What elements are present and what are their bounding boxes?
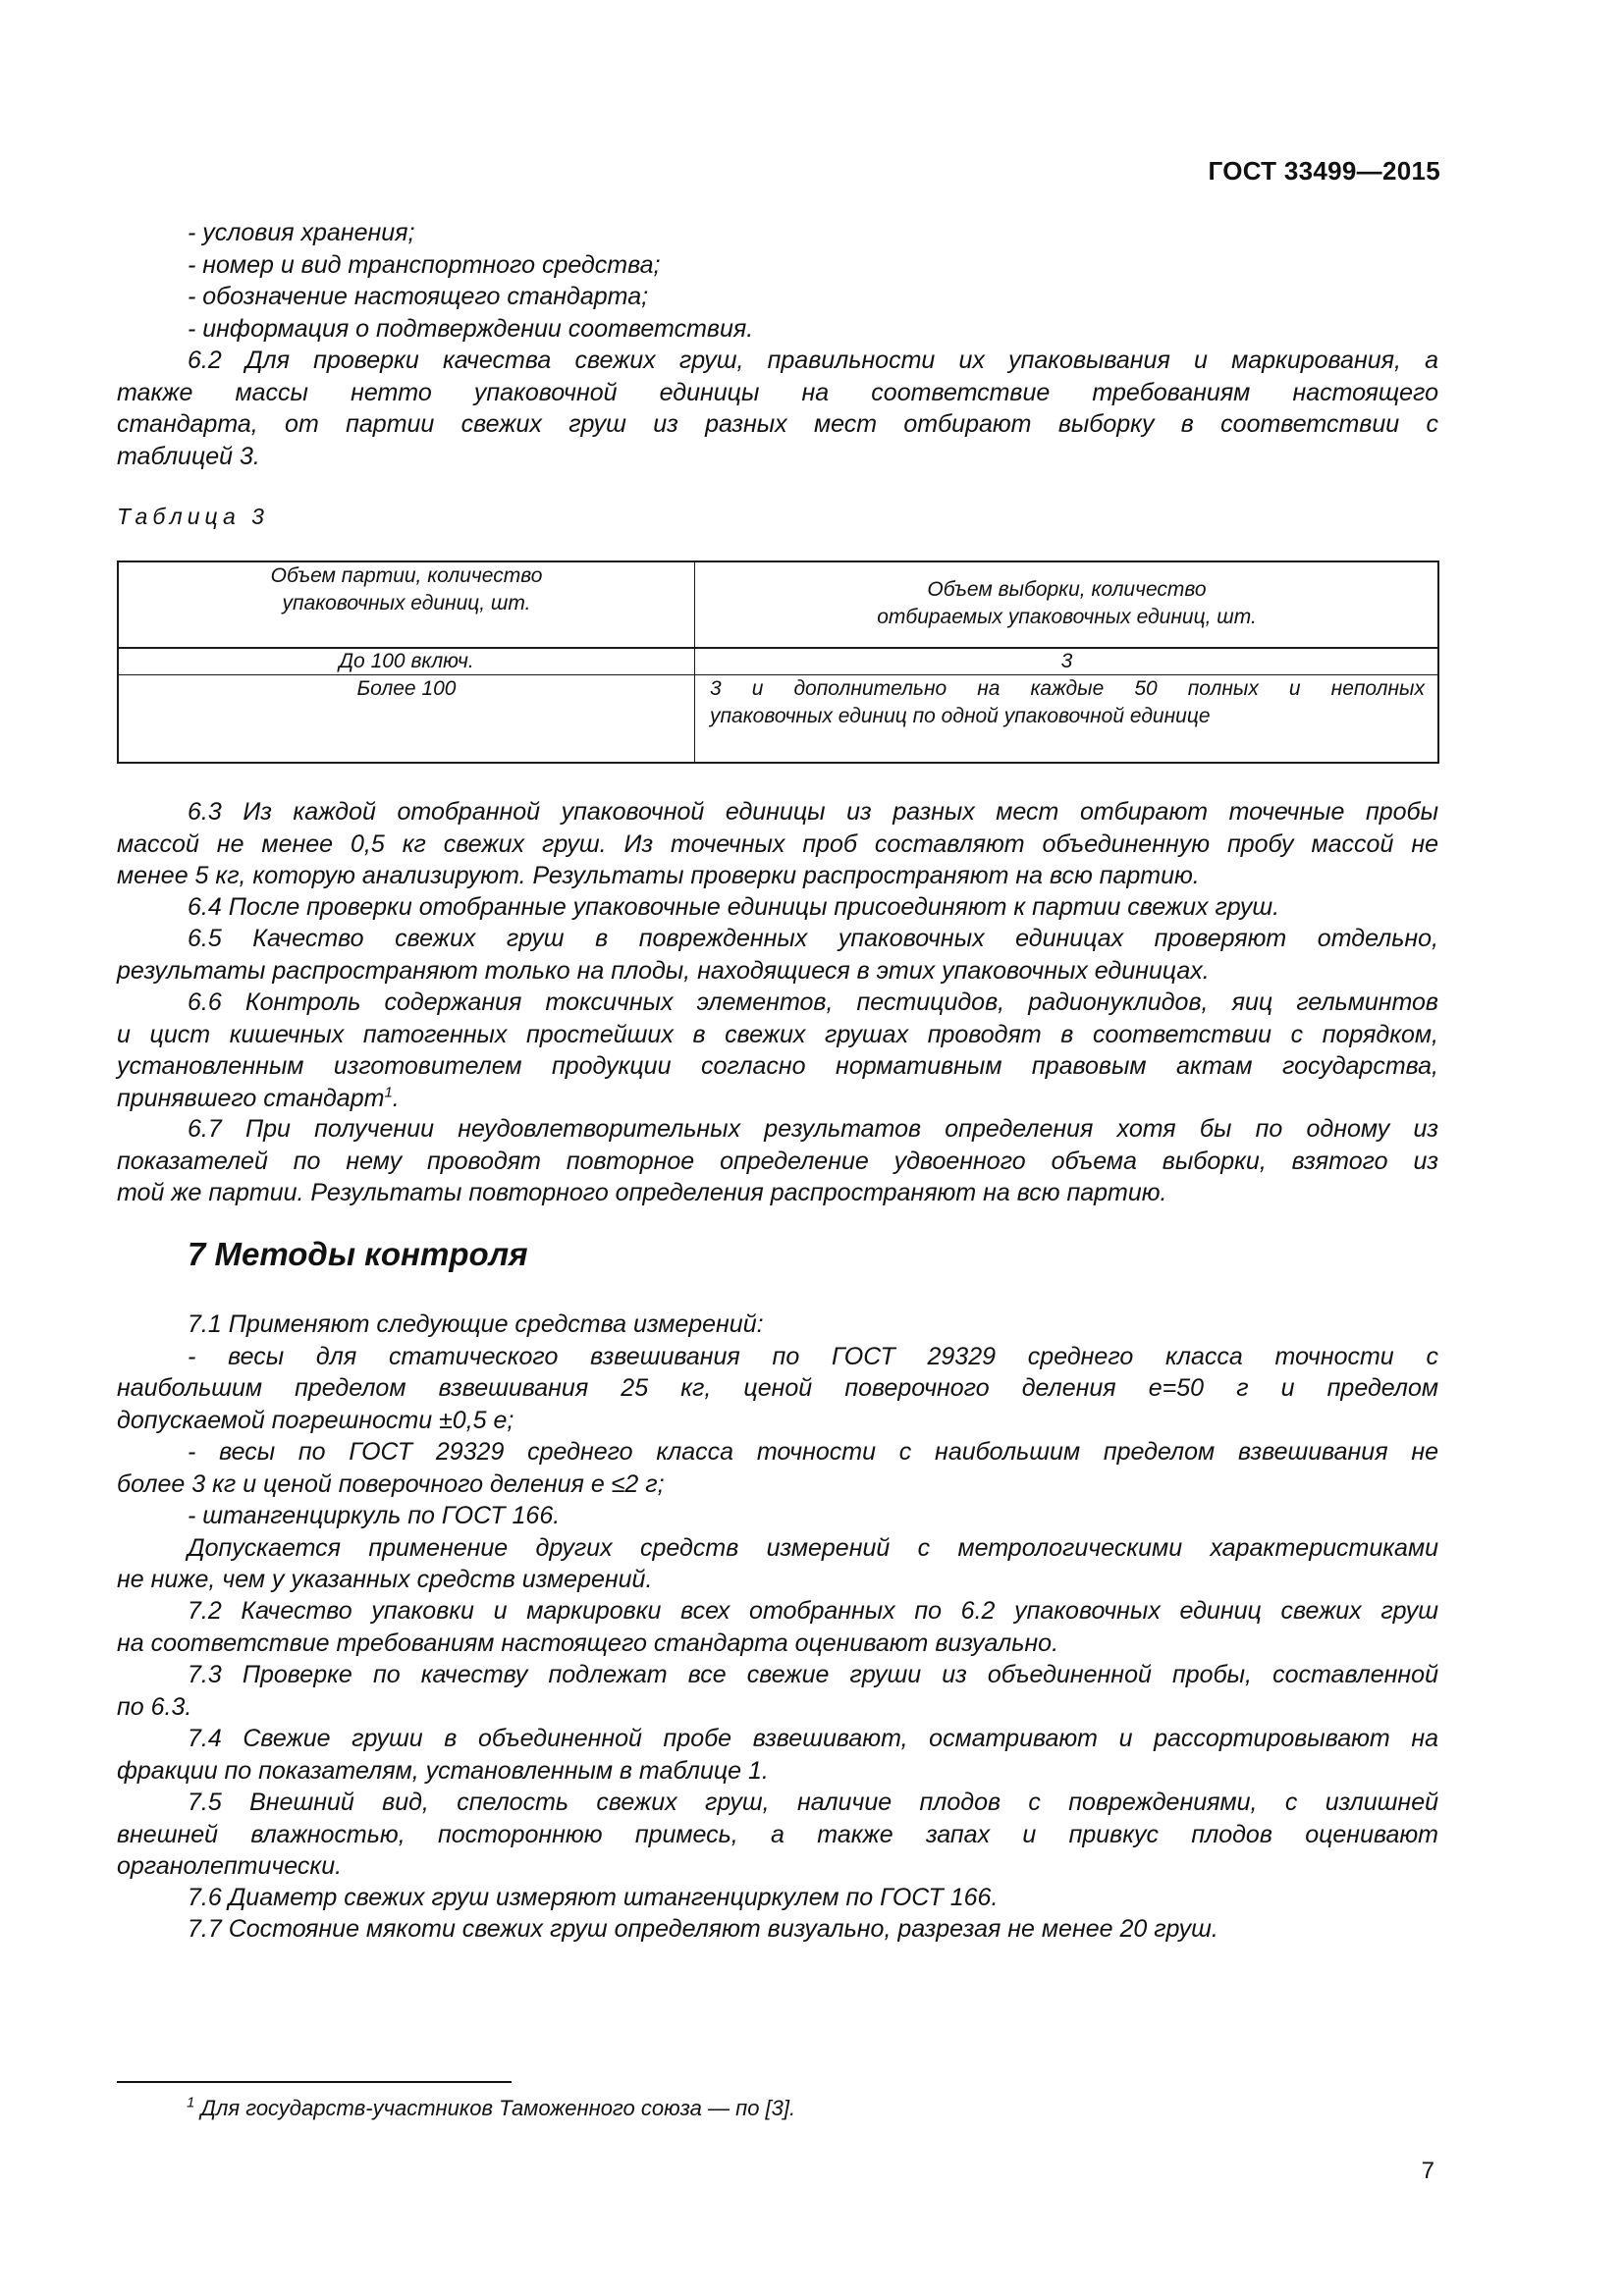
document-code-header: ГОСТ 33499—2015: [1208, 156, 1440, 186]
header-line: отбираемых упаковочных единиц, шт.: [877, 606, 1257, 628]
paragraph-7-2: [117, 1595, 1438, 1659]
sampling-table: [117, 561, 1439, 764]
text-line: 7.5 Внешний вид, спелость свежих груш, наличие плодов с повреждениями, с излишней: [188, 1789, 1438, 1816]
text-line: установленным изготовителем продукции согласно нормативным правовым актам государства,: [117, 1052, 1438, 1080]
text-line: 7.3 Проверке по качеству подлежат все свежие груши из объединенной пробы, составленной: [188, 1661, 1438, 1688]
text-line: Допускается применение других средств измерений с метрологическими характеристиками: [188, 1533, 1438, 1562]
text-line: 6.2 Для проверки качества свежих груш, правильности их упаковывания и маркирования, а: [188, 347, 1438, 374]
paragraph-6-2: [117, 345, 1438, 472]
text-line: показателей по нему проводят повторное определение удвоенного объема выборки, взятого из: [117, 1147, 1438, 1175]
text-line: 6.7 При получении неудовлетворительных результатов определения хотя бы по одному из: [188, 1115, 1438, 1143]
footnote-reference: 1: [384, 1084, 393, 1101]
table-cell-party: До 100 включ.: [339, 650, 474, 672]
paragraph-6-4: [117, 891, 1438, 924]
text-line: 6.3 Из каждой отобранной упаковочной единицы из разных мест отбирают точечные пробы: [188, 798, 1438, 826]
footnote: [187, 2095, 795, 2122]
text-line: более 3 кг и ценой поверочного деления е ≤2 г;: [117, 1469, 665, 1498]
text-line: - весы для статического взвешивания по ГОСТ 29329 среднего класса точности с: [188, 1342, 1438, 1370]
text-line: стандарта, от партии свежих груш из разных мест отбирают выборку в соответствии с: [117, 410, 1438, 438]
text-line: 6.4 После проверки отобранные упаковочные единицы присоединяют к партии свежих груш.: [188, 893, 1280, 921]
list-item: - номер и вид транспортного средства;: [188, 250, 661, 279]
paragraph-7-5: [117, 1787, 1438, 1883]
text-line: менее 5 кг, которую анализируют. Результаты проверки распространяют на всю партию.: [117, 862, 1200, 889]
intro-list: [117, 217, 1438, 345]
paragraph-7-4: [117, 1723, 1438, 1787]
header-line: Объем выборки, количество: [927, 578, 1207, 601]
table-divider: [694, 562, 695, 762]
list-item: - обозначение настоящего стандарта;: [188, 283, 649, 310]
table-cell-sample: [710, 675, 1425, 730]
text-line: массой не менее 0,5 кг свежих груш. Из точечных проб составляют объединенную пробу массой не: [117, 829, 1438, 858]
text-line: 7.1 Применяют следующие средства измерений:: [188, 1310, 764, 1338]
paragraph-7-3: [117, 1659, 1438, 1723]
text-line: допускаемой погрешности ±0,5 е;: [117, 1406, 514, 1434]
paragraph-7-1: [117, 1308, 1438, 1596]
cell-line: 3 и дополнительно на каждые 50 полных и неполных: [710, 677, 1425, 700]
text-line: по 6.3.: [117, 1692, 192, 1721]
text-line: 6.5 Качество свежих груш в поврежденных упаковочных единицах проверяют отдельно,: [188, 925, 1438, 952]
text-line: наибольшим пределом взвешивания 25 кг, ценой поверочного деления е=50 г и пределом: [117, 1374, 1438, 1402]
text-line: 6.6 Контроль содержания токсичных элементов, пестицидов, радионуклидов, яиц гельминтов: [188, 988, 1438, 1016]
header-line: упаковочных единиц, шт.: [282, 592, 531, 614]
text-line: на соответствие требованиям настоящего стандарта оценивают визуально.: [117, 1629, 1059, 1657]
text-fragment: принявшего стандарт: [117, 1084, 385, 1112]
text-line: фракции по показателям, установленным в таблице 1.: [117, 1756, 769, 1785]
section-heading: 7 Методы контроля: [188, 1236, 528, 1272]
text-line: той же партии. Результаты повторного определения распространяют на всю партию.: [117, 1179, 1167, 1206]
list-item: - информация о подтверждении соответствия.: [188, 314, 754, 343]
text-line: 7.6 Диаметр свежих груш измеряют штангенциркулем по ГОСТ 166.: [188, 1884, 999, 1911]
paragraph-6-3: [117, 796, 1438, 892]
text-line: внешней влажностью, постороннюю примесь, а также запах и привкус плодов оценивают: [117, 1820, 1438, 1848]
text-line: [117, 1083, 1438, 1115]
table-cell-party: Более 100: [356, 677, 457, 700]
paragraph-7-7: [117, 1913, 1438, 1946]
text-line: и цист кишечных патогенных простейших в свежих грушах проводят в соответствии с порядком,: [117, 1020, 1438, 1048]
text-line: не ниже, чем у указанных средств измерений.: [117, 1566, 653, 1593]
cell-line: упаковочных единиц по одной упаковочной единице: [710, 705, 1211, 727]
footnote-mark: 1: [187, 2094, 195, 2111]
footnote-separator: [117, 2081, 512, 2083]
text-line: органолептически.: [117, 1852, 343, 1880]
paragraph-6-7: [117, 1113, 1438, 1209]
table-header-sample: [696, 576, 1437, 631]
paragraph-6-6: [117, 987, 1438, 1114]
text-line: 7.7 Состояние мякоти свежих груш определяют визуально, разрезая не менее 20 груш.: [188, 1915, 1218, 1943]
text-line: - штангенциркуль по ГОСТ 166.: [188, 1502, 561, 1529]
text-fragment: .: [392, 1084, 400, 1112]
text-line: 7.2 Качество упаковки и маркировки всех отобранных по 6.2 упаковочных единиц свежих груш: [188, 1597, 1438, 1625]
header-line: Объем партии, количество: [270, 564, 543, 587]
text-line: - весы по ГОСТ 29329 среднего класса точности с наибольшим пределом взвешивания не: [188, 1438, 1438, 1466]
text-line: результаты распространяют только на плоды, находящиеся в этих упаковочных единицах.: [117, 956, 1210, 985]
list-item: - условия хранения;: [188, 219, 415, 246]
table-header-party: [119, 562, 694, 617]
text-line: 7.4 Свежие груши в объединенной пробе взвешивают, осматривают и рассортировывают на: [188, 1725, 1438, 1752]
page-number: 7: [1421, 2158, 1434, 2184]
footnote-text: Для государств-участников Таможенного союза — по [3].: [194, 2096, 796, 2120]
paragraph-6-5: [117, 923, 1438, 987]
paragraph-7-6: [117, 1882, 1438, 1914]
text-line: таблицей 3.: [117, 442, 260, 470]
table-cell-sample: 3: [1060, 650, 1073, 672]
text-line: также массы нетто упаковочной единицы на соответствие требованиям настоящего: [117, 378, 1438, 406]
table-caption: Таблица 3: [117, 504, 269, 529]
